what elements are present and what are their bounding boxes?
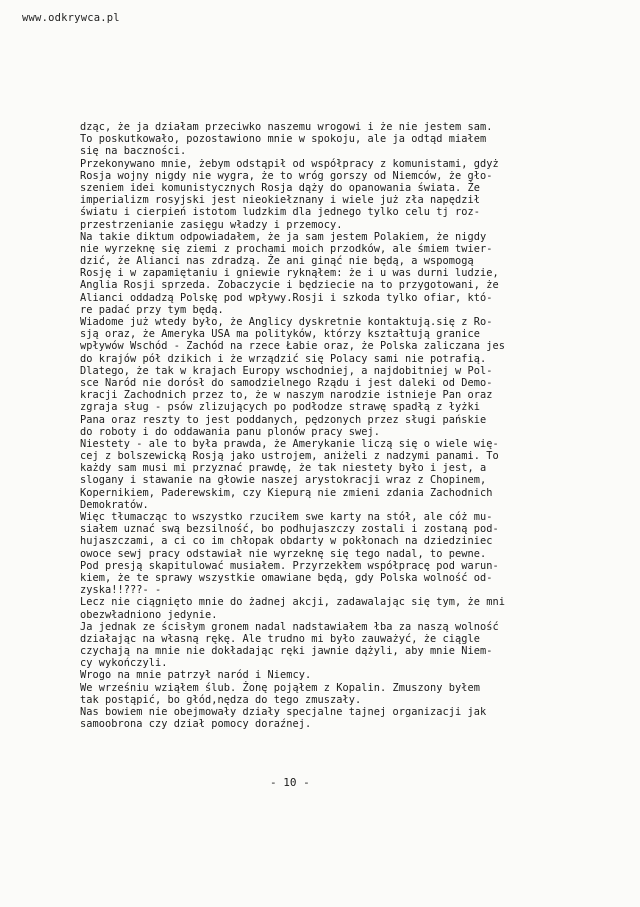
text-line: We wrześniu wziąłem ślub. Żonę pojąłem z Kopalin. Zmuszony byłem [80, 681, 480, 694]
site-watermark: www.odkrywca.pl [22, 12, 120, 24]
text-line: Niestety - ale to była prawda, że Amerykanie liczą się o wiele wię- [80, 437, 499, 450]
text-line: nie wyrzeknę się ziemi z prochami moich przodków, ale śmiem twier- [80, 242, 493, 255]
typewritten-body [80, 121, 640, 730]
text-line: sce Naród nie dorósł do samodzielnego Rządu i jest daleki od Demo- [80, 376, 493, 389]
text-line: zyska!!???- - [80, 584, 162, 597]
page-number: - 10 - [270, 776, 310, 789]
text-line: hujaszczami, a ci co im chłopak obdarty w pokłonach na dziedziniec [80, 535, 493, 548]
text-line: slogany i stawanie na głowie naszej arystokracji wraz z Chopinem, [80, 474, 487, 487]
text-line: samoobrona czy dział pomocy doraźnej. [80, 718, 312, 731]
text-line: siałem uznać swą bezsilność, bo podhujaszczy zostali i zostaną pod- [80, 523, 499, 536]
text-line: czychają na mnie nie dokładając ręki jawnie dążyli, aby mnie Niem- [80, 645, 493, 658]
text-line: Rosja wojny nigdy nie wygra, że to wróg gorszy od Niemców, że gło- [80, 169, 493, 182]
text-line: kracji Zachodnich przez to, że w naszym narodzie istnieje Pan oraz [80, 389, 493, 402]
text-line: wpływów Wschód - Zachód na rzece Łabie oraz, że Polska zaliczana jes [80, 340, 505, 353]
text-line: Nas bowiem nie obejmowały działy specjalne tajnej organizacji jak [80, 706, 487, 718]
text-line: Pod presją skapitulować musiałem. Przyrzekłem współpracę pod warun- [80, 559, 499, 572]
text-line: Ja jednak ze ścisłym gronem nadal nadstawiałem łba za naszą wolność [80, 620, 499, 633]
text-line: Lecz nie ciągnięto mnie do żadnej akcji, zadawalając się tym, że mni [80, 596, 505, 609]
text-line: się na baczności. [80, 145, 187, 158]
text-line: Kopernikiem, Paderewskim, czy Kiepurą nie zmieni zdania Zachodnich [80, 486, 493, 499]
text-line: światu i cierpień istotom ludzkim dla jednego tylko celu tj roz- [80, 206, 480, 219]
text-line: cy wykończyli. [80, 657, 168, 670]
text-line: tak postąpić, bo głód,nędza do tego zmuszały. [80, 693, 362, 706]
text-line: do krajów pół dzikich i że wrządzić się Polacy sami nie potrafią. [80, 352, 487, 365]
text-line: imperializm rosyjski jest nieokiełznany i wiele już zła napędził [80, 194, 480, 207]
text-line: każdy sam musi mi przyznać prawdę, że tak niestety było i jest, a [80, 462, 487, 475]
text-line: działając na własną rękę. Ale trudno mi było zauważyć, że ciągle [80, 632, 480, 645]
text-line: sją oraz, że Ameryka USA ma polityków, którzy kształtują granice [80, 328, 480, 341]
text-line: Alianci oddadzą Polskę pod wpływy.Rosji i szkoda tylko ofiar, któ- [80, 291, 493, 304]
text-line: cej z bolszewicką Rosją jako ustrojem, aniżeli z nadzymi panami. To [80, 450, 499, 463]
text-line: Rosję i w zapamiętaniu i gniewie ryknąłem: że i u was durni ludzie, [80, 267, 499, 280]
text-line: Dlatego, że tak w krajach Europy wschodniej, a najdobitniej w Pol- [80, 364, 493, 377]
text-line: Więc tłumacząc to wszystko rzuciłem swe karty na stół, ale cóż mu- [80, 511, 493, 523]
text-line: do roboty i do oddawania panu plonów pracy swej. [80, 425, 380, 438]
text-line: re padać przy tym będą. [80, 303, 224, 316]
text-line: kiem, że te sprawy wszystkie omawiane będą, gdy Polska wolność od- [80, 571, 493, 584]
text-line: Wiadome już wtedy było, że Anglicy dyskretnie kontaktują.się z Ro- [80, 316, 493, 328]
text-line: szeniem idei komunistycznych Rosja dąży do opanowania świata. Że [80, 181, 480, 194]
text-line: Anglia Rosji sprzeda. Zobaczycie i będziecie na to przygotowani, że [80, 279, 499, 292]
text-line: Demokratów. [80, 498, 149, 511]
text-line: To poskutkowało, pozostawiono mnie w spokoju, ale ja odtąd miałem [80, 133, 487, 146]
text-line: owoce sewj pracy odstawiał nie wyrzeknę się tego nadal, to pewne. [80, 547, 487, 560]
text-line: przestrzenianie zasięgu władzy i przemocy. [80, 218, 343, 231]
text-line: zgraja sług - psów zlizujących po podłodze strawę spadłą z łyżki [80, 401, 480, 414]
text-line: Na takie diktum odpowiadałem, że ja sam jestem Polakiem, że nigdy [80, 230, 487, 243]
text-line: Pana oraz reszty to jest poddanych, pędzonych przez sługi pańskie [80, 413, 487, 426]
text-line: Przekonywano mnie, żebym odstąpił od współpracy z komunistami, gdyż [80, 157, 499, 170]
text-line: dząc, że ja działam przeciwko naszemu wrogowi i że nie jestem sam. [80, 121, 493, 133]
text-line: Wrogo na mnie patrzył naród i Niemcy. [80, 669, 312, 682]
text-line: dzić, że Alianci nas zdradzą. Że ani ginąć nie będą, a wspomogą [80, 255, 474, 268]
text-line: obezwładniono jedynie. [80, 608, 218, 621]
